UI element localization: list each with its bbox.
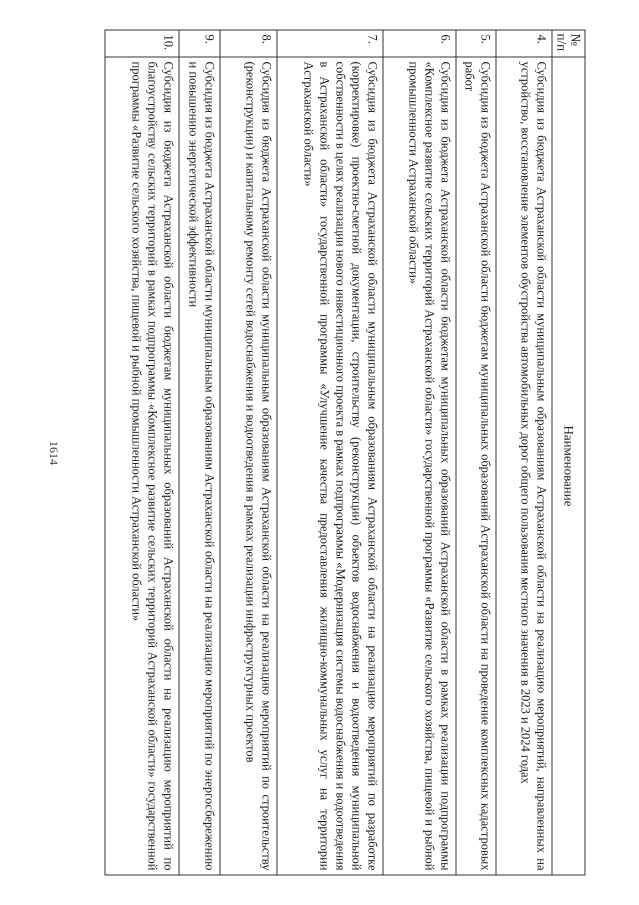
table-row [383,30,456,875]
row-number: 9. [179,30,220,57]
row-text: Субсидия из бюджета Астраханской области бюджетам муниципальных образований Астраханской области на проведение комплексных кадастровых работ [456,57,496,875]
table-row [456,30,496,875]
row-text: Субсидия из бюджета Астраханской области муниципальным образованиям Астраханской области на реализацию мероприятий по энергосбережению и повышению энергетической эффективности [179,57,220,875]
header-number: № п/п [552,30,585,57]
header-name: Наименование [552,57,585,875]
table-row [105,30,179,875]
row-number: 5. [456,30,496,57]
row-number: 7. [277,30,383,57]
row-text: Субсидия из бюджета Астраханской области бюджетам муниципальных образований Астраханской области на реализацию мероприятий по благоустройству сельских территорий в рамках подпрограммы «Комплексное развитие сельских территорий Астраханской области» государственной программы «Развитие сельского хозяйства, пищевой и рыбной промышленности Астраханской области» [105,57,179,875]
table-row [277,30,383,875]
rotated-document-content [53,30,586,876]
row-number: 8. [220,30,277,57]
page-number: 1614 [47,441,61,465]
row-text: Субсидия из бюджета Астраханской области муниципальным образованиям Астраханской области на реализацию мероприятий, направленных на устройство, восстановление элементов обустройства автомобильных дорог общего пользования местного значения в 2023 и 2024 годах [496,57,552,875]
table-header-row [552,30,585,875]
table-row [496,30,552,875]
row-number: 6. [383,30,456,57]
row-text: Субсидия из бюджета Астраханской области муниципальным образованиям Астраханской области на реализацию мероприятий по строительству (реконструкции) и капитальному ремонту сетей водоснабжения и водоотведения в рамках реализации инфраструктурных проектов [220,57,277,875]
row-text: Субсидия из бюджета Астраханской области бюджетам муниципальных образований Астраханской области в рамках реализации подпрограммы «Комплексное развитие сельских территорий Астраханской области» государственной программы «Развитие сельского хозяйства, пищевой и рыбной промышленности Астраханской области» [383,57,456,875]
subsidy-table [105,30,586,876]
row-text: Субсидия из бюджета Астраханской области муниципальным образованиям Астраханской области на реализацию мероприятий по разработке (корректировке) проектно-сметной документации, строительству (реконструкции) объектов водоснабжения и водоотведения муниципальной собственности в целях реализации нового инвестиционного проекта в рамках подпрограммы «Модернизация системы водоснабжения и водоотведения в Астраханской области» государственной программы «Улучшение качества предоставления жилищно-коммунальных услуг на территории Астраханской области» [277,57,383,875]
row-number: 10. [105,30,179,57]
table-row [179,30,220,875]
table-row [220,30,277,875]
row-number: 4. [496,30,552,57]
